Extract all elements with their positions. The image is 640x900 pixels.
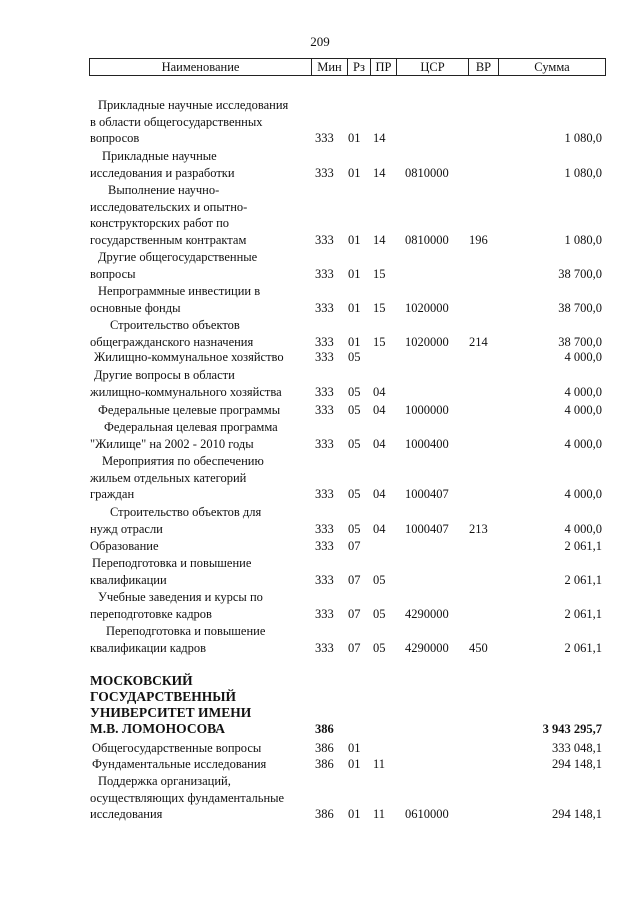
table-row	[0, 349, 640, 366]
cell-rz: 07	[348, 538, 361, 553]
cell-pr: 04	[373, 384, 386, 399]
cell-pr: 14	[373, 233, 386, 248]
header-min: Мин	[312, 59, 348, 75]
cell-min: 333	[315, 349, 334, 364]
cell-sum: 1 080,0	[564, 165, 602, 180]
row-name-line: Фундаментальные исследования	[92, 757, 267, 771]
cell-sum: 333 048,1	[552, 740, 602, 755]
cell-min: 333	[315, 384, 334, 399]
row-name	[90, 402, 310, 419]
table-row	[0, 367, 640, 400]
cell-min: 386	[315, 740, 334, 755]
cell-min: 333	[315, 131, 334, 146]
row-name-line: М.В. ЛОМОНОСОВА	[90, 721, 225, 736]
cell-min: 333	[315, 300, 334, 315]
row-name	[90, 367, 310, 400]
table-row	[0, 97, 640, 147]
cell-rz: 05	[348, 384, 361, 399]
cell-sum: 3 943 295,7	[542, 722, 602, 736]
cell-csr: 1000400	[405, 436, 449, 451]
row-name-line: общегражданского назначения	[90, 334, 254, 349]
table-header	[89, 58, 606, 76]
cell-pr: 15	[373, 334, 386, 349]
table-row	[0, 453, 640, 503]
cell-sum: 4 000,0	[564, 384, 602, 399]
cell-pr: 15	[373, 266, 386, 281]
cell-sum: 294 148,1	[552, 756, 602, 771]
row-name	[90, 555, 310, 588]
row-name-line: УНИВЕРСИТЕТ ИМЕНИ	[90, 705, 252, 720]
row-name-line: граждан	[90, 487, 135, 502]
cell-rz: 05	[348, 436, 361, 451]
table-row	[0, 283, 640, 316]
row-name-line: квалификации кадров	[90, 640, 207, 655]
cell-sum: 2 061,1	[564, 640, 602, 655]
row-name	[90, 740, 310, 757]
cell-pr: 11	[373, 756, 386, 771]
cell-csr: 1020000	[405, 334, 449, 349]
page-number: 209	[310, 34, 330, 49]
row-name-line: Переподготовка и повышение	[106, 624, 266, 638]
cell-csr: 0810000	[405, 165, 449, 180]
cell-min: 333	[315, 521, 334, 536]
row-name	[90, 773, 310, 823]
table-row	[0, 317, 640, 350]
row-name-line: государственным контрактам	[90, 233, 247, 248]
cell-csr: 1000000	[405, 402, 449, 417]
row-name-line: в области общегосударственных	[90, 114, 263, 129]
cell-rz: 05	[348, 349, 361, 364]
row-name-line: Строительство объектов	[110, 318, 240, 332]
cell-pr: 14	[373, 165, 386, 180]
cell-pr: 05	[373, 640, 386, 655]
row-name-line: Поддержка организаций,	[98, 774, 231, 788]
cell-sum: 1 080,0	[564, 131, 602, 146]
cell-rz: 07	[348, 606, 361, 621]
row-name	[90, 504, 310, 537]
row-name-line: переподготовке кадров	[90, 606, 212, 621]
table-row	[0, 773, 640, 823]
cell-csr: 0610000	[405, 807, 449, 822]
header-vr: ВР	[469, 59, 499, 75]
cell-pr: 05	[373, 572, 386, 587]
cell-min: 333	[315, 402, 334, 417]
cell-sum: 4 000,0	[564, 349, 602, 364]
row-name-line: Прикладные научные	[102, 149, 217, 163]
cell-sum: 4 000,0	[564, 487, 602, 502]
row-name-line: исследования	[90, 807, 163, 822]
cell-rz: 01	[348, 756, 361, 771]
cell-sum: 4 000,0	[564, 402, 602, 417]
cell-rz: 07	[348, 572, 361, 587]
cell-csr: 0810000	[405, 233, 449, 248]
row-name	[90, 756, 310, 773]
cell-min: 333	[315, 538, 334, 553]
cell-min: 333	[315, 640, 334, 655]
row-name	[90, 589, 310, 622]
cell-min: 333	[315, 233, 334, 248]
header-name: Наименование	[90, 59, 312, 75]
cell-rz: 01	[348, 165, 361, 180]
table-row	[0, 555, 640, 588]
cell-sum: 4 000,0	[564, 521, 602, 536]
cell-sum: 2 061,1	[564, 572, 602, 587]
row-name-line: Общегосударственные вопросы	[92, 741, 262, 755]
row-name	[90, 182, 310, 249]
row-name-line: Жилищно-коммунальное хозяйство	[94, 350, 284, 364]
row-name-line: вопросы	[90, 266, 136, 281]
row-name-line: исследования и разработки	[90, 165, 235, 180]
cell-pr: 14	[373, 131, 386, 146]
cell-min: 386	[315, 756, 334, 771]
row-name-line: Другие вопросы в области	[94, 368, 235, 382]
cell-rz: 01	[348, 807, 361, 822]
cell-rz: 07	[348, 640, 361, 655]
row-name	[90, 673, 310, 737]
cell-sum: 2 061,1	[564, 538, 602, 553]
table-row	[0, 249, 640, 282]
table-row	[0, 419, 640, 452]
cell-pr: 04	[373, 487, 386, 502]
row-name-line: основные фонды	[90, 300, 181, 315]
cell-pr: 11	[373, 807, 386, 822]
cell-vr: 450	[469, 640, 488, 655]
cell-sum: 4 000,0	[564, 436, 602, 451]
table-row	[0, 589, 640, 622]
row-name-line: Прикладные научные исследования	[98, 98, 289, 112]
table-row	[0, 740, 640, 757]
cell-sum: 38 700,0	[558, 266, 602, 281]
cell-csr: 1000407	[405, 487, 449, 502]
cell-rz: 01	[348, 334, 361, 349]
row-name	[90, 453, 310, 503]
table-row	[0, 182, 640, 249]
cell-min: 333	[315, 606, 334, 621]
table-row	[0, 623, 640, 656]
cell-csr: 1000407	[405, 521, 449, 536]
row-name-line: Непрограммные инвестиции в	[98, 284, 261, 298]
cell-sum: 1 080,0	[564, 233, 602, 248]
row-name-line: ГОСУДАРСТВЕННЫЙ	[90, 689, 237, 704]
cell-csr: 4290000	[405, 640, 449, 655]
cell-min: 333	[315, 266, 334, 281]
table-row	[0, 756, 640, 773]
table-row	[0, 504, 640, 537]
cell-sum: 2 061,1	[564, 606, 602, 621]
cell-min: 386	[315, 722, 334, 736]
row-name-line: жильем отдельных категорий	[90, 470, 247, 485]
row-name-line: Мероприятия по обеспечению	[102, 454, 264, 468]
cell-csr: 4290000	[405, 606, 449, 621]
cell-vr: 196	[469, 233, 488, 248]
cell-rz: 01	[348, 131, 361, 146]
cell-rz: 01	[348, 300, 361, 315]
cell-pr: 04	[373, 436, 386, 451]
row-name	[90, 623, 310, 656]
row-name-line: Федеральная целевая программа	[104, 420, 278, 434]
row-name-line: МОСКОВСКИЙ	[90, 673, 193, 688]
row-name-line: нужд отрасли	[90, 521, 163, 536]
row-name-line: конструкторских работ по	[90, 216, 230, 231]
table-row	[0, 402, 640, 419]
row-name	[90, 249, 310, 282]
table-row	[0, 148, 640, 181]
row-name-line: исследовательских и опытно-	[90, 199, 248, 214]
row-name-line: Переподготовка и повышение	[92, 556, 252, 570]
cell-pr: 15	[373, 300, 386, 315]
cell-min: 333	[315, 487, 334, 502]
cell-rz: 05	[348, 402, 361, 417]
cell-min: 386	[315, 807, 334, 822]
cell-min: 333	[315, 165, 334, 180]
row-name-line: Учебные заведения и курсы по	[98, 590, 263, 604]
row-name	[90, 97, 310, 147]
header-csr: ЦСР	[397, 59, 469, 75]
row-name	[90, 349, 310, 366]
cell-rz: 01	[348, 233, 361, 248]
row-name-line: вопросов	[90, 131, 140, 146]
cell-csr: 1020000	[405, 300, 449, 315]
cell-vr: 213	[469, 521, 488, 536]
cell-sum: 38 700,0	[558, 334, 602, 349]
header-pr: ПР	[371, 59, 397, 75]
row-name-line: жилищно-коммунального хозяйства	[90, 384, 282, 399]
row-name	[90, 148, 310, 181]
row-name	[90, 419, 310, 452]
cell-sum: 294 148,1	[552, 807, 602, 822]
header-sum: Сумма	[534, 60, 570, 74]
cell-min: 333	[315, 334, 334, 349]
cell-pr: 04	[373, 402, 386, 417]
row-name	[90, 317, 310, 350]
row-name-line: осуществляющих фундаментальные	[90, 790, 285, 805]
row-name-line: "Жилище" на 2002 - 2010 годы	[90, 436, 254, 451]
cell-pr: 04	[373, 521, 386, 536]
header-rz: Рз	[348, 59, 371, 75]
row-name-line: Строительство объектов для	[110, 505, 262, 519]
row-name-line: Федеральные целевые программы	[98, 403, 281, 417]
cell-min: 333	[315, 572, 334, 587]
cell-rz: 01	[348, 740, 361, 755]
cell-pr: 05	[373, 606, 386, 621]
table-row	[0, 538, 640, 555]
cell-rz: 05	[348, 521, 361, 536]
row-name-line: Образование	[90, 539, 159, 553]
cell-rz: 01	[348, 266, 361, 281]
table-row	[0, 673, 640, 737]
cell-sum: 38 700,0	[558, 300, 602, 315]
cell-rz: 05	[348, 487, 361, 502]
row-name	[90, 538, 310, 555]
row-name-line: Другие общегосударственные	[98, 250, 258, 264]
row-name	[90, 283, 310, 316]
row-name-line: квалификации	[90, 572, 167, 587]
cell-min: 333	[315, 436, 334, 451]
row-name-line: Выполнение научно-	[108, 183, 220, 197]
cell-vr: 214	[469, 334, 488, 349]
